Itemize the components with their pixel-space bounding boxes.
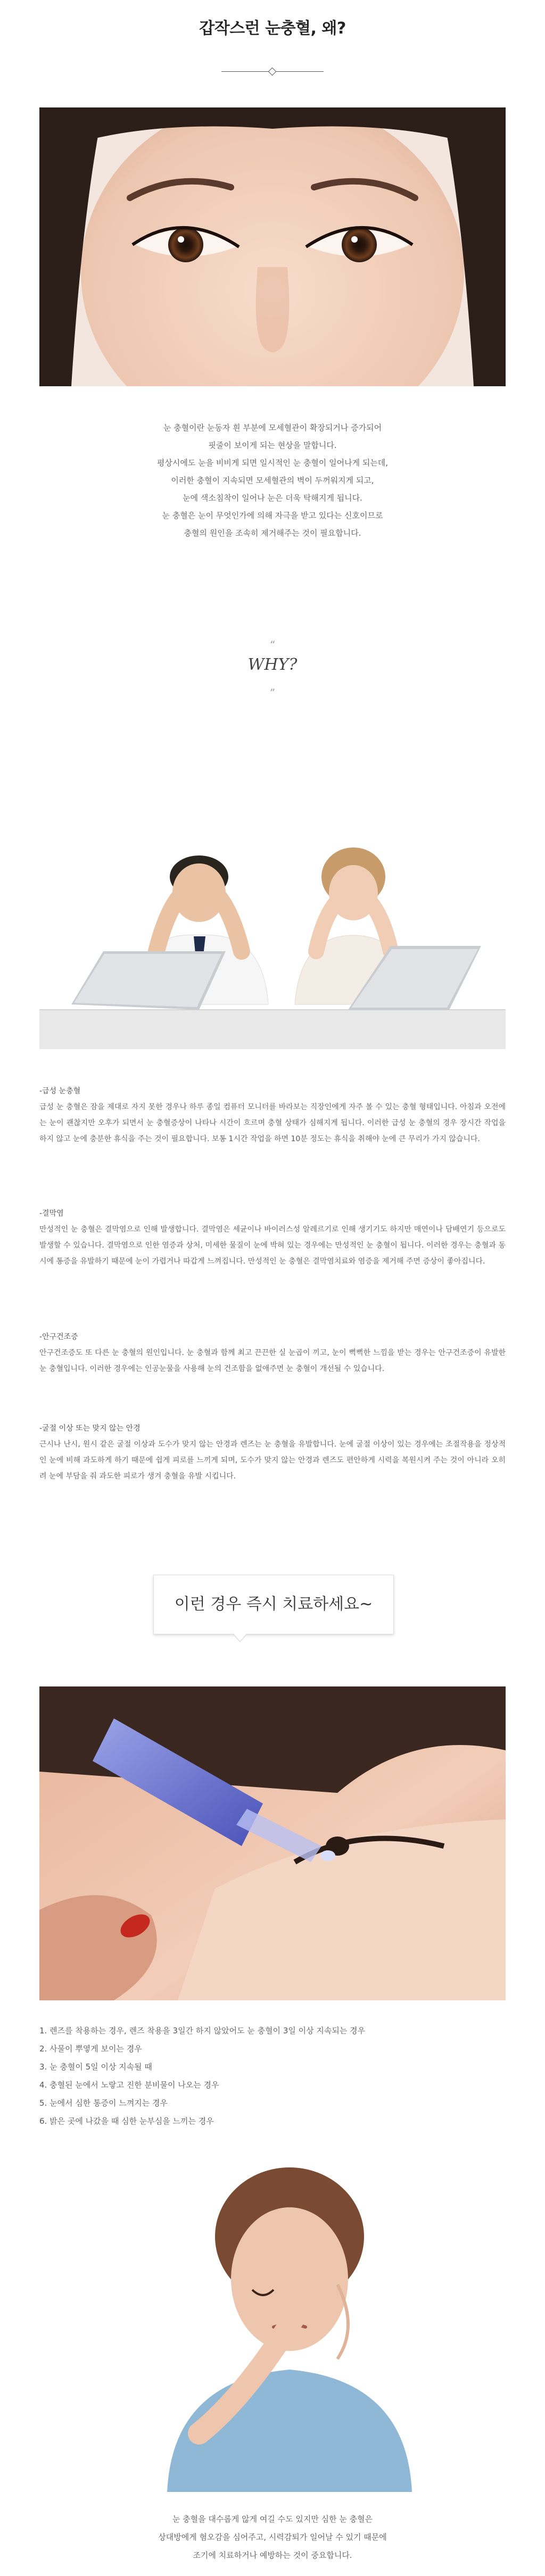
symptom-item: 3. 눈 충혈이 5일 이상 지속될 때 [39,2062,152,2072]
title-divider [221,68,324,76]
cause-body: 만성적인 눈 충혈은 결막염으로 인해 발생합니다. 결막염은 세균이나 바이러스성 알레르기로 인해 생기기도 하지만 매연이나 담배연기 등으로도 발생할 수 있습니다. 결막염으로 인한 염증과 상처, 미세한 물질이 눈에 박혀 있는 경우에는 만성적인 눈 충혈이 됩니다. 이러한 경우는 충혈과 동시에 통증을 유발하기 때문에 눈이 가렵거나 따갑게 느껴집니다. 만성적인 눈 충혈은 결막염치료와 염증을 제거해 주면 증상이 좋아집니다. [39,1225,506,1266]
cause-title: -결막염 [39,1209,64,1218]
cause-title: -굴절 이상 또는 맞지 않는 안경 [39,1424,141,1433]
eye-drops-photo [39,1686,506,2000]
why-heading: WHY? [247,655,298,674]
cause-body: 안구건조증도 또 다른 눈 충혈의 원인입니다. 눈 충혈과 함께 최고 끈끈한 실 눈곱이 끼고, 눈이 뻑뻑한 느낌을 받는 경우는 안구건조증이 유발한 눈 충혈입니다. 이러한 경우에는 인공눈물을 사용해 눈의 건조함을 없애주면 눈 충혈이 개선될 수 있습니다. [39,1349,506,1373]
cause-body: 근시나 난시, 원시 같은 굴절 이상과 도수가 맞지 않는 안경과 렌즈는 눈 충혈을 유발합니다. 눈에 굴절 이상이 있는 경우에는 조절작용을 정상적인 눈에 비해 과도하게 하기 때문에 쉽게 피로를 느끼게 되며, 도수가 맞지 않는 안경과 렌즈도 편안하게 시력을 복원시켜 주는 것이 아니라 오히려 눈에 부담을 줘 과도한 피로가 생겨 충혈을 유발 시킵니다. [39,1440,506,1481]
callout-bubble [153,1575,394,1634]
cause-body: 급성 눈 충혈은 잠을 제대로 자지 못한 경우나 하루 종일 컴퓨터 모니터를 바라보는 직장인에게 자주 볼 수 있는 충혈 형태입니다. 아침과 오전에는 눈이 괜찮지만 오후가 되면서 눈 충혈증상이 나타나 시간이 흐르며 충혈 상태가 심해지게 됩니다. 이러한 급성 눈 충혈의 경우 장시간 작업을 하지 않고 눈에 충분한 휴식을 주는 것이 필요합니다. 보통 1시간 작업을 하면 10분 정도는 휴식을 취해야 눈에 큰 무리가 가지 않습니다. [39,1103,506,1143]
symptom-list [39,2022,506,2130]
intro-line: 눈 충혈은 눈이 무엇인가에 의해 자극을 받고 있다는 신호이므로 [162,511,383,520]
eyes-photo [39,107,506,386]
intro-line: 이러한 충혈이 지속되면 모세혈관의 벽이 두꺼워지게 되고, [171,476,374,485]
callout-text: 이런 경우 즉시 치료하세요~ [174,1595,373,1614]
divider-diamond-icon [268,68,277,76]
intro-line: 평상시에도 눈을 비비게 되면 일시적인 눈 충혈이 일어나게 되는데, [156,458,389,468]
close-quote: ” [269,686,276,699]
cause-dry-eye [39,1329,506,1377]
symptom-item: 4. 충혈된 눈에서 노랗고 진한 분비물이 나오는 경우 [39,2080,219,2090]
cause-title: -급성 눈충혈 [39,1087,81,1095]
intro-line: 충혈의 원인을 조속히 제거해주는 것이 필요합니다. [184,528,361,538]
closing-line: 눈 충혈을 대수롭게 않게 여길 수도 있지만 심한 눈 충혈은 [172,2514,373,2524]
intro-text [60,419,485,542]
closing-line: 조기에 치료하거나 예방하는 것이 중요합니다. [193,2550,352,2560]
intro-line: 핏줄이 보이게 되는 현상을 말합니다. [208,441,337,450]
symptom-item: 1. 렌즈를 착용하는 경우, 렌즈 착용을 3일간 하지 않았어도 눈 충혈이 3일 이상 지속되는 경우 [39,2026,366,2035]
office-workers-photo [39,813,506,1049]
cause-conjunctivitis [39,1206,506,1269]
bubble-tail-fill [234,1634,246,1641]
closing-text [60,2510,485,2564]
page-title: 갑작스런 눈충혈, 왜? [199,19,346,38]
woman-rubbing-eye-photo [39,2157,506,2492]
closing-line: 상대방에게 혐오감을 심어주고, 시력감퇴가 일어날 수 있기 때문에 [158,2532,387,2542]
symptom-item: 2. 사물이 뿌옇게 보이는 경우 [39,2044,142,2054]
cause-title: -안구건조증 [39,1333,78,1341]
intro-line: 눈에 색소침착이 일어나 눈은 더욱 탁해지게 됩니다. [183,493,362,503]
symptom-item: 6. 밝은 곳에 나갔을 때 심한 눈부심을 느끼는 경우 [39,2116,214,2126]
intro-line: 눈 충혈이란 눈동자 흰 부분에 모세혈관이 확장되거나 증가되어 [163,423,382,433]
cause-acute [39,1083,506,1147]
open-quote: “ [269,638,276,651]
cause-refraction [39,1420,506,1484]
symptom-item: 5. 눈에서 심한 통증이 느껴지는 경우 [39,2098,168,2108]
